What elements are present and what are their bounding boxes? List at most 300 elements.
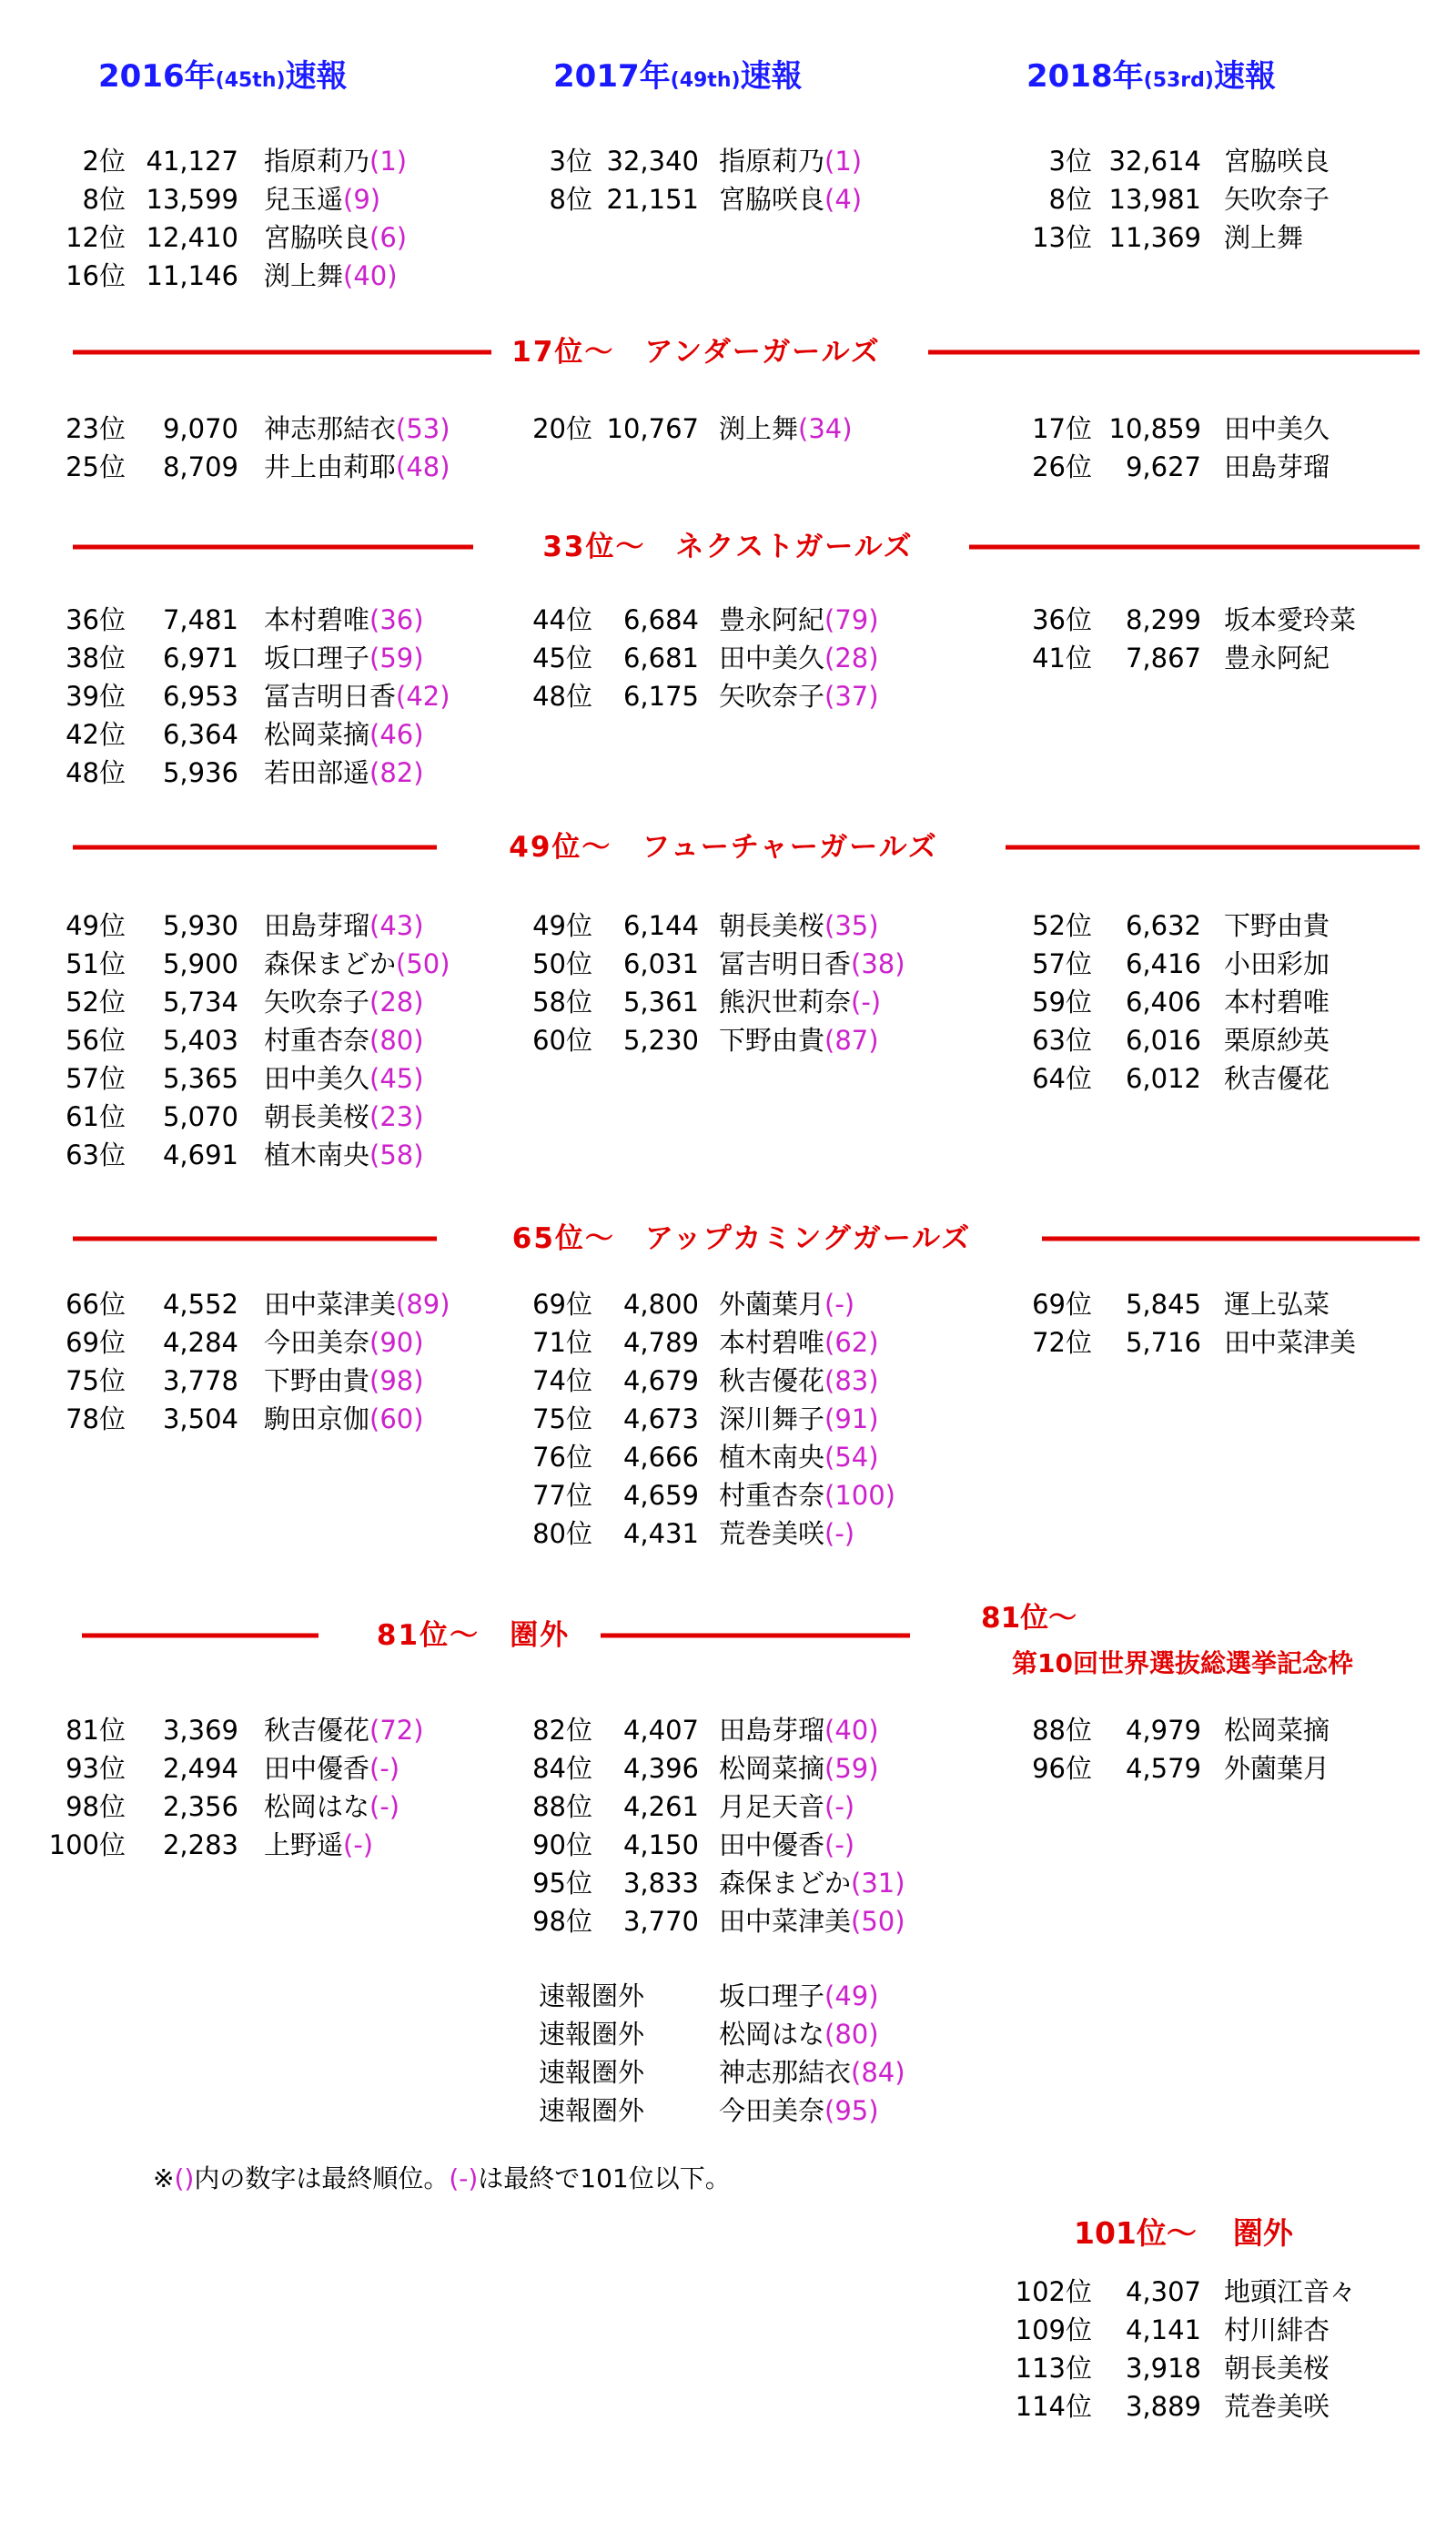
member-name: 渕上舞(34): [719, 413, 853, 444]
rank-cell: 102位: [1015, 2276, 1092, 2307]
final-rank: (49): [824, 1980, 879, 2011]
final-rank: (31): [851, 1868, 905, 1899]
ranking-row: [0, 410, 1456, 448]
ranking-row: [0, 1059, 1456, 1098]
member-name: 田中美久(45): [264, 1063, 424, 1094]
rank-cell: 57位: [1032, 948, 1092, 979]
rank-cell: 38位: [66, 643, 126, 674]
final-rank: (1): [369, 146, 408, 177]
final-rank: (23): [369, 1101, 424, 1132]
ranking-row: [0, 1977, 1456, 2015]
rank-cell: 72位: [1032, 1327, 1092, 1358]
divider-out-of-rank: [73, 1613, 937, 1658]
ranking-row: [0, 2387, 1456, 2426]
rank-cell: 8位: [1048, 184, 1092, 215]
votes-cell: 4,407: [622, 1715, 699, 1746]
final-rank: (53): [396, 413, 450, 444]
over-101-rank: 101位～: [1074, 2215, 1197, 2251]
rank-cell: 90位: [532, 1829, 592, 1860]
votes-cell: 6,364: [162, 719, 238, 750]
rank-cell: 100位: [48, 1829, 126, 1860]
votes-cell: 7,481: [162, 604, 238, 635]
rank-cell: 60位: [532, 1025, 592, 1056]
ranking-row: [0, 1711, 1456, 1749]
votes-cell: 8,299: [1125, 604, 1201, 635]
member-name: 松岡はな(80): [719, 2019, 879, 2050]
votes-cell: 3,369: [162, 1715, 238, 1746]
member-name: 朝長美桜: [1224, 2353, 1330, 2384]
member-name: 田中優香(-): [719, 1829, 855, 1860]
divider-rank: 65位～: [511, 1222, 615, 1255]
member-name: 村重杏奈(80): [264, 1025, 424, 1056]
divider-under-girls: [64, 329, 1420, 375]
votes-cell: 5,365: [162, 1063, 238, 1094]
final-rank: (1): [824, 146, 863, 177]
votes-cell: 3,770: [622, 1906, 699, 1937]
member-name: 秋吉優花(72): [264, 1715, 424, 1746]
ranking-row: [0, 218, 1456, 257]
rank-cell: 88位: [1032, 1715, 1092, 1746]
votes-cell: 6,971: [162, 643, 238, 674]
votes-cell: 2,283: [162, 1829, 238, 1860]
header-2017: [553, 51, 803, 96]
divider-line: [73, 846, 437, 850]
member-name: 兒玉遥(9): [264, 184, 381, 215]
divider-line: [1042, 1237, 1420, 1241]
rank-cell: 23位: [66, 413, 126, 444]
member-name: 本村碧唯(62): [719, 1327, 879, 1358]
member-name: 田島芽瑠(40): [719, 1715, 879, 1746]
final-rank: (58): [369, 1139, 424, 1170]
final-rank: (60): [369, 1403, 424, 1434]
rank-cell: 58位: [532, 987, 592, 1018]
member-name: 外薗葉月: [1224, 1753, 1330, 1784]
final-rank: (-): [343, 1829, 374, 1860]
member-name: 田中美久(28): [719, 643, 879, 674]
votes-cell: 5,930: [162, 910, 238, 941]
votes-cell: 6,684: [622, 604, 699, 635]
footnote-text: は最終で101位以下。: [478, 2163, 731, 2193]
rank-cell: 69位: [532, 1289, 592, 1320]
rank-cell: 44位: [532, 604, 592, 635]
votes-cell: 6,175: [622, 681, 699, 712]
member-name: 朝長美桜(35): [719, 910, 879, 941]
member-name: 村重杏奈(100): [719, 1480, 895, 1511]
final-rank: (50): [396, 948, 450, 979]
divider-line: [601, 1634, 910, 1638]
divider-future-girls: [64, 825, 1420, 870]
ranking-row: [0, 1098, 1456, 1136]
rank-cell: 78位: [66, 1403, 126, 1434]
rank-cell: 36位: [1032, 604, 1092, 635]
over-101-heading: [1074, 2210, 1330, 2253]
divider-line: [73, 1237, 437, 1241]
member-name: 田島芽瑠: [1224, 451, 1330, 482]
rank-cell: 114位: [1015, 2391, 1092, 2422]
rank-cell: 17位: [1032, 413, 1092, 444]
final-rank: (-): [824, 1829, 855, 1860]
votes-cell: 5,230: [622, 1025, 699, 1056]
final-rank: (54): [824, 1442, 879, 1473]
votes-cell: 5,403: [162, 1025, 238, 1056]
rank-cell: 3位: [549, 146, 592, 177]
ranking-row: [0, 1362, 1456, 1400]
votes-cell: 5,734: [162, 987, 238, 1018]
rank-cell: 16位: [66, 260, 126, 291]
member-name: 下野由貴(87): [719, 1025, 879, 1056]
rank-cell: 25位: [66, 451, 126, 482]
rank-cell: 8位: [549, 184, 592, 215]
ranking-row: [0, 1864, 1456, 1902]
divider-line: [928, 350, 1420, 355]
votes-cell: 11,146: [146, 260, 238, 291]
member-name: 植木南央(54): [719, 1442, 879, 1473]
votes-cell: 5,936: [162, 757, 238, 788]
member-name: 豊永阿紀(79): [719, 604, 879, 635]
rank-cell: 52位: [1032, 910, 1092, 941]
votes-cell: 4,141: [1125, 2314, 1201, 2345]
rank-cell: 71位: [532, 1327, 592, 1358]
member-name: 松岡菜摘(46): [264, 719, 424, 750]
member-name: 荒巻美咲(-): [719, 1518, 855, 1549]
divider-title: 圏外: [510, 1619, 571, 1652]
votes-cell: 7,867: [1125, 643, 1201, 674]
rank-cell: 速報圏外: [539, 2095, 645, 2126]
votes-cell: 4,659: [622, 1480, 699, 1511]
member-name: 田中菜津美(50): [719, 1906, 905, 1937]
final-rank: (-): [824, 1518, 855, 1549]
votes-cell: 4,579: [1125, 1753, 1201, 1784]
ranking-row: [0, 715, 1456, 754]
votes-cell: 32,614: [1108, 146, 1201, 177]
over-101-title: 圏外: [1232, 2215, 1293, 2251]
rank-cell: 57位: [66, 1063, 126, 1094]
member-name: 田中菜津美(89): [264, 1289, 450, 1320]
member-name: 冨吉明日香(38): [719, 948, 905, 979]
member-name: 松岡菜摘(59): [719, 1753, 879, 1784]
member-name: 指原莉乃(1): [264, 146, 408, 177]
rank-cell: 速報圏外: [539, 2019, 645, 2050]
ranking-row: [0, 945, 1456, 983]
member-name: 宮脇咲良: [1224, 146, 1330, 177]
votes-cell: 3,833: [622, 1868, 699, 1899]
member-name: 本村碧唯: [1224, 987, 1330, 1018]
rank-cell: 2位: [82, 146, 126, 177]
rank-cell: 93位: [66, 1753, 126, 1784]
rank-cell: 39位: [66, 681, 126, 712]
final-rank: (48): [396, 451, 450, 482]
final-rank: (80): [369, 1025, 424, 1056]
final-rank: (9): [343, 184, 381, 215]
final-rank: (40): [343, 260, 398, 291]
votes-cell: 11,369: [1108, 222, 1201, 253]
member-name: 矢吹奈子(28): [264, 987, 424, 1018]
ranking-row: [0, 601, 1456, 639]
ranking-row: [0, 1826, 1456, 1864]
member-name: 月足天音(-): [719, 1791, 855, 1822]
rank-cell: 48位: [532, 681, 592, 712]
votes-cell: 4,679: [622, 1365, 699, 1396]
rank-cell: 88位: [532, 1791, 592, 1822]
member-name: 小田彩加: [1224, 948, 1330, 979]
ranking-row: [0, 754, 1456, 792]
member-name: 田中菜津美: [1224, 1327, 1357, 1358]
final-rank: (46): [369, 719, 424, 750]
header-suffix: 速報: [285, 58, 348, 95]
memorial-title: 第10回世界選抜総選挙記念枠: [1012, 1648, 1353, 1678]
final-rank: (-): [824, 1791, 855, 1822]
final-rank: (36): [369, 604, 424, 635]
final-rank: (4): [824, 184, 863, 215]
rank-cell: 3位: [1048, 146, 1092, 177]
footnote-mark: ※: [153, 2163, 175, 2193]
ranking-row: [0, 1323, 1456, 1362]
header-2018: [1026, 51, 1276, 96]
rank-cell: 63位: [1032, 1025, 1092, 1056]
ranking-row: [0, 2311, 1456, 2349]
rank-cell: 48位: [66, 757, 126, 788]
votes-cell: 6,953: [162, 681, 238, 712]
member-name: 渕上舞: [1224, 222, 1304, 253]
divider-rank: 49位～: [509, 831, 612, 864]
member-name: 荒巻美咲: [1224, 2391, 1330, 2422]
final-rank: (38): [851, 948, 905, 979]
votes-cell: 5,361: [622, 987, 699, 1018]
ranking-row: [0, 1400, 1456, 1438]
header-edition: (49th): [670, 69, 741, 92]
divider-rank: 33位～: [542, 531, 646, 563]
header-edition: (53rd): [1143, 69, 1214, 92]
votes-cell: 4,666: [622, 1442, 699, 1473]
member-name: 指原莉乃(1): [719, 146, 863, 177]
final-rank: (83): [824, 1365, 879, 1396]
header-suffix: 速報: [740, 58, 803, 95]
ranking-row: [0, 1021, 1456, 1059]
rank-cell: 82位: [532, 1715, 592, 1746]
rank-cell: 59位: [1032, 987, 1092, 1018]
rank-cell: 66位: [66, 1289, 126, 1320]
member-name: 秋吉優花: [1224, 1063, 1330, 1094]
rank-cell: 113位: [1015, 2353, 1092, 2384]
final-rank: (89): [396, 1289, 450, 1320]
rank-cell: 80位: [532, 1518, 592, 1549]
rank-cell: 49位: [66, 910, 126, 941]
votes-cell: 12,410: [146, 222, 238, 253]
final-rank: (-): [369, 1753, 400, 1784]
header-edition: (45th): [215, 69, 286, 92]
ranking-row: [0, 1438, 1456, 1476]
votes-cell: 4,284: [162, 1327, 238, 1358]
divider-label: [509, 825, 938, 870]
votes-cell: 5,845: [1125, 1289, 1201, 1320]
footnote: [153, 2159, 731, 2195]
ranking-row: [0, 142, 1456, 180]
rank-cell: 75位: [66, 1365, 126, 1396]
rank-cell: 20位: [532, 413, 592, 444]
votes-cell: 4,307: [1125, 2276, 1201, 2307]
member-name: 松岡はな(-): [264, 1791, 400, 1822]
rank-cell: 56位: [66, 1025, 126, 1056]
votes-cell: 6,144: [622, 910, 699, 941]
divider-label: [377, 1613, 570, 1658]
member-name: 坂口理子(59): [264, 643, 424, 674]
final-rank: (72): [369, 1715, 424, 1746]
member-name: 下野由貴: [1224, 910, 1330, 941]
member-name: 豊永阿紀: [1224, 643, 1330, 674]
member-name: 上野遥(-): [264, 1829, 374, 1860]
rank-cell: 77位: [532, 1480, 592, 1511]
votes-cell: 21,151: [606, 184, 699, 215]
ranking-row: [0, 1514, 1456, 1553]
votes-cell: 41,127: [146, 146, 238, 177]
rank-cell: 50位: [532, 948, 592, 979]
member-name: 運上弘菜: [1224, 1289, 1330, 1320]
votes-cell: 6,012: [1125, 1063, 1201, 1094]
final-rank: (84): [851, 2057, 905, 2088]
divider-rank: 17位～: [511, 336, 615, 369]
votes-cell: 10,859: [1108, 413, 1201, 444]
footnote-dash: (-): [449, 2163, 479, 2193]
final-rank: (-): [369, 1791, 400, 1822]
ranking-row: [0, 639, 1456, 677]
rank-cell: 8位: [82, 184, 126, 215]
rank-cell: 13位: [1032, 222, 1092, 253]
divider-title: アンダーガールズ: [644, 336, 881, 369]
divider-title: ネクストガールズ: [675, 531, 914, 563]
member-name: 田中優香(-): [264, 1753, 400, 1784]
ranking-row: [0, 2091, 1456, 2130]
divider-line: [73, 350, 491, 355]
rank-cell: 76位: [532, 1442, 592, 1473]
rank-cell: 45位: [532, 643, 592, 674]
member-name: 下野由貴(98): [264, 1365, 424, 1396]
votes-cell: 6,031: [622, 948, 699, 979]
member-name: 渕上舞(40): [264, 260, 398, 291]
divider-title: フューチャーガールズ: [642, 831, 938, 864]
ranking-row: [0, 1788, 1456, 1826]
header-year: 2018年: [1026, 58, 1144, 95]
votes-cell: 2,494: [162, 1753, 238, 1784]
rank-cell: 61位: [66, 1101, 126, 1132]
final-rank: (91): [824, 1403, 879, 1434]
member-name: 坂本愛玲菜: [1224, 604, 1357, 635]
votes-cell: 4,261: [622, 1791, 699, 1822]
votes-cell: 3,778: [162, 1365, 238, 1396]
votes-cell: 5,716: [1125, 1327, 1201, 1358]
ranking-row: [0, 906, 1456, 945]
member-name: 今田美奈(90): [264, 1327, 424, 1358]
ranking-row: [0, 677, 1456, 715]
memorial-rank: 81位～: [981, 1602, 1077, 1635]
votes-cell: 5,900: [162, 948, 238, 979]
member-name: 若田部遥(82): [264, 757, 424, 788]
final-rank: (-): [851, 987, 882, 1018]
final-rank: (98): [369, 1365, 424, 1396]
final-rank: (35): [824, 910, 879, 941]
rank-cell: 75位: [532, 1403, 592, 1434]
member-name: 地頭江音々: [1224, 2276, 1357, 2307]
member-name: 森保まどか(50): [264, 948, 450, 979]
divider-upcoming-girls: [64, 1216, 1420, 1261]
final-rank: (34): [798, 413, 853, 444]
votes-cell: 9,070: [162, 413, 238, 444]
votes-cell: 9,627: [1125, 451, 1201, 482]
rank-cell: 95位: [532, 1868, 592, 1899]
member-name: 栗原紗英: [1224, 1025, 1330, 1056]
ranking-row: [0, 1136, 1456, 1174]
member-name: 宮脇咲良(4): [719, 184, 863, 215]
member-name: 矢吹奈子: [1224, 184, 1330, 215]
member-name: 本村碧唯(36): [264, 604, 424, 635]
divider-label: [512, 1216, 972, 1261]
final-rank: (40): [824, 1715, 879, 1746]
votes-cell: 6,416: [1125, 948, 1201, 979]
rank-cell: 速報圏外: [539, 2057, 645, 2088]
member-name: 森保まどか(31): [719, 1868, 905, 1899]
rank-cell: 52位: [66, 987, 126, 1018]
footnote-text: 内の数字は最終順位。: [194, 2163, 450, 2193]
votes-cell: 32,340: [606, 146, 699, 177]
ranking-row: [0, 1476, 1456, 1514]
final-rank: (42): [396, 681, 450, 712]
rank-cell: 98位: [532, 1906, 592, 1937]
final-rank: (95): [824, 2095, 879, 2126]
member-name: 宮脇咲良(6): [264, 222, 408, 253]
member-name: 駒田京伽(60): [264, 1403, 424, 1434]
divider-label: [511, 329, 881, 375]
final-rank: (82): [369, 757, 424, 788]
votes-cell: 4,396: [622, 1753, 699, 1784]
votes-cell: 13,981: [1108, 184, 1201, 215]
ranking-row: [0, 2053, 1456, 2091]
final-rank: (59): [369, 643, 424, 674]
final-rank: (50): [851, 1906, 905, 1937]
ranking-row: [0, 1749, 1456, 1788]
final-rank: (43): [369, 910, 424, 941]
member-name: 神志那結衣(84): [719, 2057, 905, 2088]
votes-cell: 6,632: [1125, 910, 1201, 941]
member-name: 田島芽瑠(43): [264, 910, 424, 941]
divider-label: [542, 524, 913, 570]
votes-cell: 2,356: [162, 1791, 238, 1822]
final-rank: (-): [824, 1289, 855, 1320]
ranking-row: [0, 257, 1456, 295]
votes-cell: 4,789: [622, 1327, 699, 1358]
rank-cell: 42位: [66, 719, 126, 750]
member-name: 坂口理子(49): [719, 1980, 879, 2011]
votes-cell: 4,150: [622, 1829, 699, 1860]
votes-cell: 4,673: [622, 1403, 699, 1434]
final-rank: (37): [824, 681, 879, 712]
ranking-row: [0, 2349, 1456, 2387]
votes-cell: 3,504: [162, 1403, 238, 1434]
rank-cell: 63位: [66, 1139, 126, 1170]
rank-cell: 96位: [1032, 1753, 1092, 1784]
rank-cell: 49位: [532, 910, 592, 941]
votes-cell: 8,709: [162, 451, 238, 482]
rank-cell: 74位: [532, 1365, 592, 1396]
header-year: 2017年: [553, 58, 671, 95]
member-name: 熊沢世莉奈(-): [719, 987, 882, 1018]
member-name: 外薗葉月(-): [719, 1289, 855, 1320]
votes-cell: 3,889: [1125, 2391, 1201, 2422]
member-name: 冨吉明日香(42): [264, 681, 450, 712]
ranking-row: [0, 1902, 1456, 1940]
final-rank: (28): [369, 987, 424, 1018]
votes-cell: 4,979: [1125, 1715, 1201, 1746]
member-name: 矢吹奈子(37): [719, 681, 879, 712]
rank-cell: 36位: [66, 604, 126, 635]
